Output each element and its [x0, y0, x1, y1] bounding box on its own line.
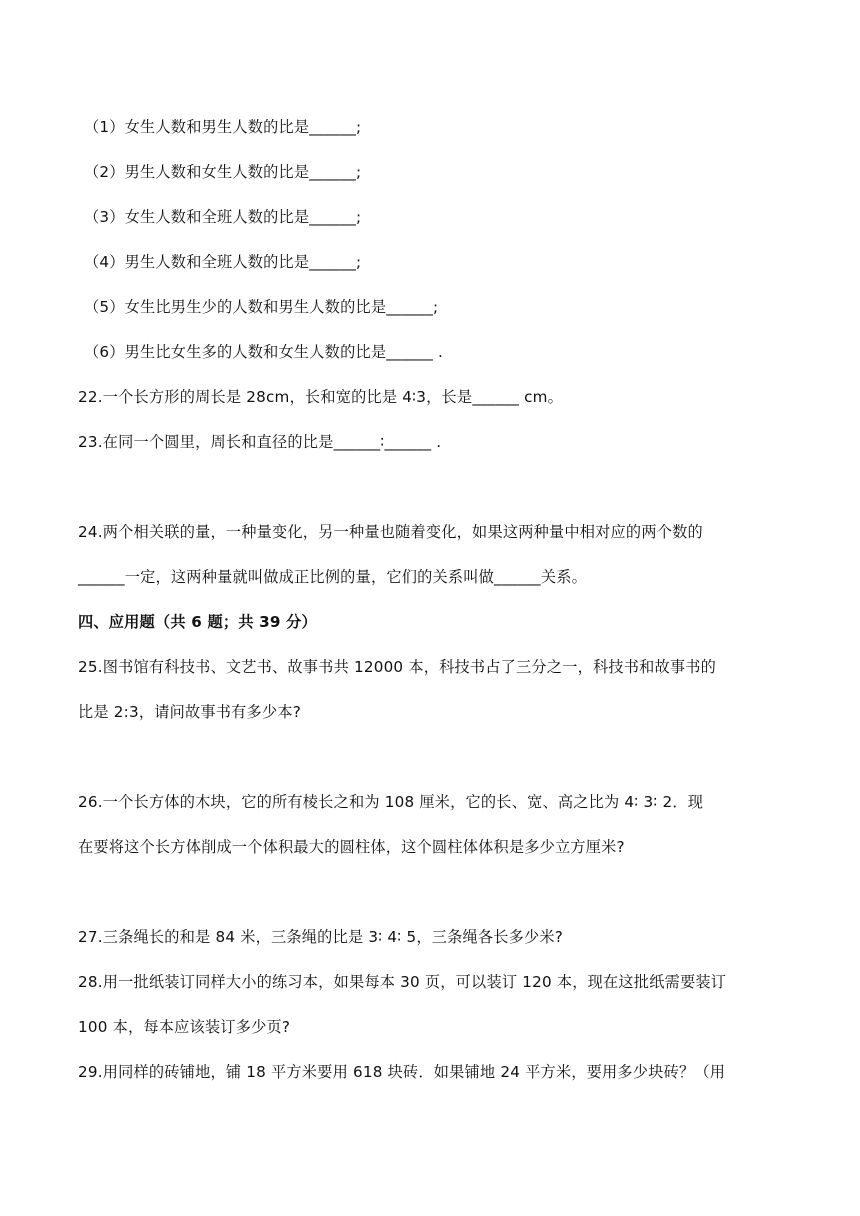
question-22: 22.一个长方形的周长是 28cm，长和宽的比是 4∶3，长是______ cm。 [78, 388, 564, 406]
question-28-line-1: 28.用一批纸装订同样大小的练习本，如果每本 30 页，可以装订 120 本，现在这批纸需要装订 [78, 973, 727, 991]
subquestion-5: （5）女生比男生少的人数和男生人数的比是______; [84, 298, 439, 316]
subquestion-6: （6）男生比女生多的人数和女生人数的比是______ . [84, 343, 444, 361]
question-24-line-2: ______一定，这两种量就叫做成正比例的量，它们的关系叫做______关系。 [78, 568, 587, 586]
question-26-line-2: 在要将这个长方体削成一个体积最大的圆柱体，这个圆柱体体积是多少立方厘米? [78, 838, 625, 856]
subquestion-2: （2）男生人数和女生人数的比是______; [84, 163, 362, 181]
question-26-line-1: 26.一个长方体的木块，它的所有棱长之和为 108 厘米，它的长、宽、高之比为 4∶ 3∶ 2．现 [78, 793, 704, 811]
question-25-line-2: 比是 2:3，请问故事书有多少本? [78, 703, 301, 721]
subquestion-4: （4）男生人数和全班人数的比是______; [84, 253, 362, 271]
question-24-line-1: 24.两个相关联的量，一种量变化，另一种量也随着变化，如果这两种量中相对应的两个数的 [78, 523, 703, 541]
question-27: 27.三条绳长的和是 84 米，三条绳的比是 3∶ 4∶ 5，三条绳各长多少米? [78, 928, 564, 946]
subquestion-3: （3）女生人数和全班人数的比是______; [84, 208, 362, 226]
question-29-line-1: 29.用同样的砖铺地，铺 18 平方米要用 618 块砖．如果铺地 24 平方米，要用多少块砖？（用 [78, 1063, 726, 1081]
section-heading: 四、应用题（共 6 题；共 39 分） [78, 613, 317, 631]
question-23: 23.在同一个圆里，周长和直径的比是______∶______ . [78, 433, 442, 451]
subquestion-1: （1）女生人数和男生人数的比是______; [84, 118, 362, 136]
question-28-line-2: 100 本，每本应该装订多少页? [78, 1018, 291, 1036]
question-25-line-1: 25.图书馆有科技书、文艺书、故事书共 12000 本，科技书占了三分之一，科技书和故事书的 [78, 658, 717, 676]
